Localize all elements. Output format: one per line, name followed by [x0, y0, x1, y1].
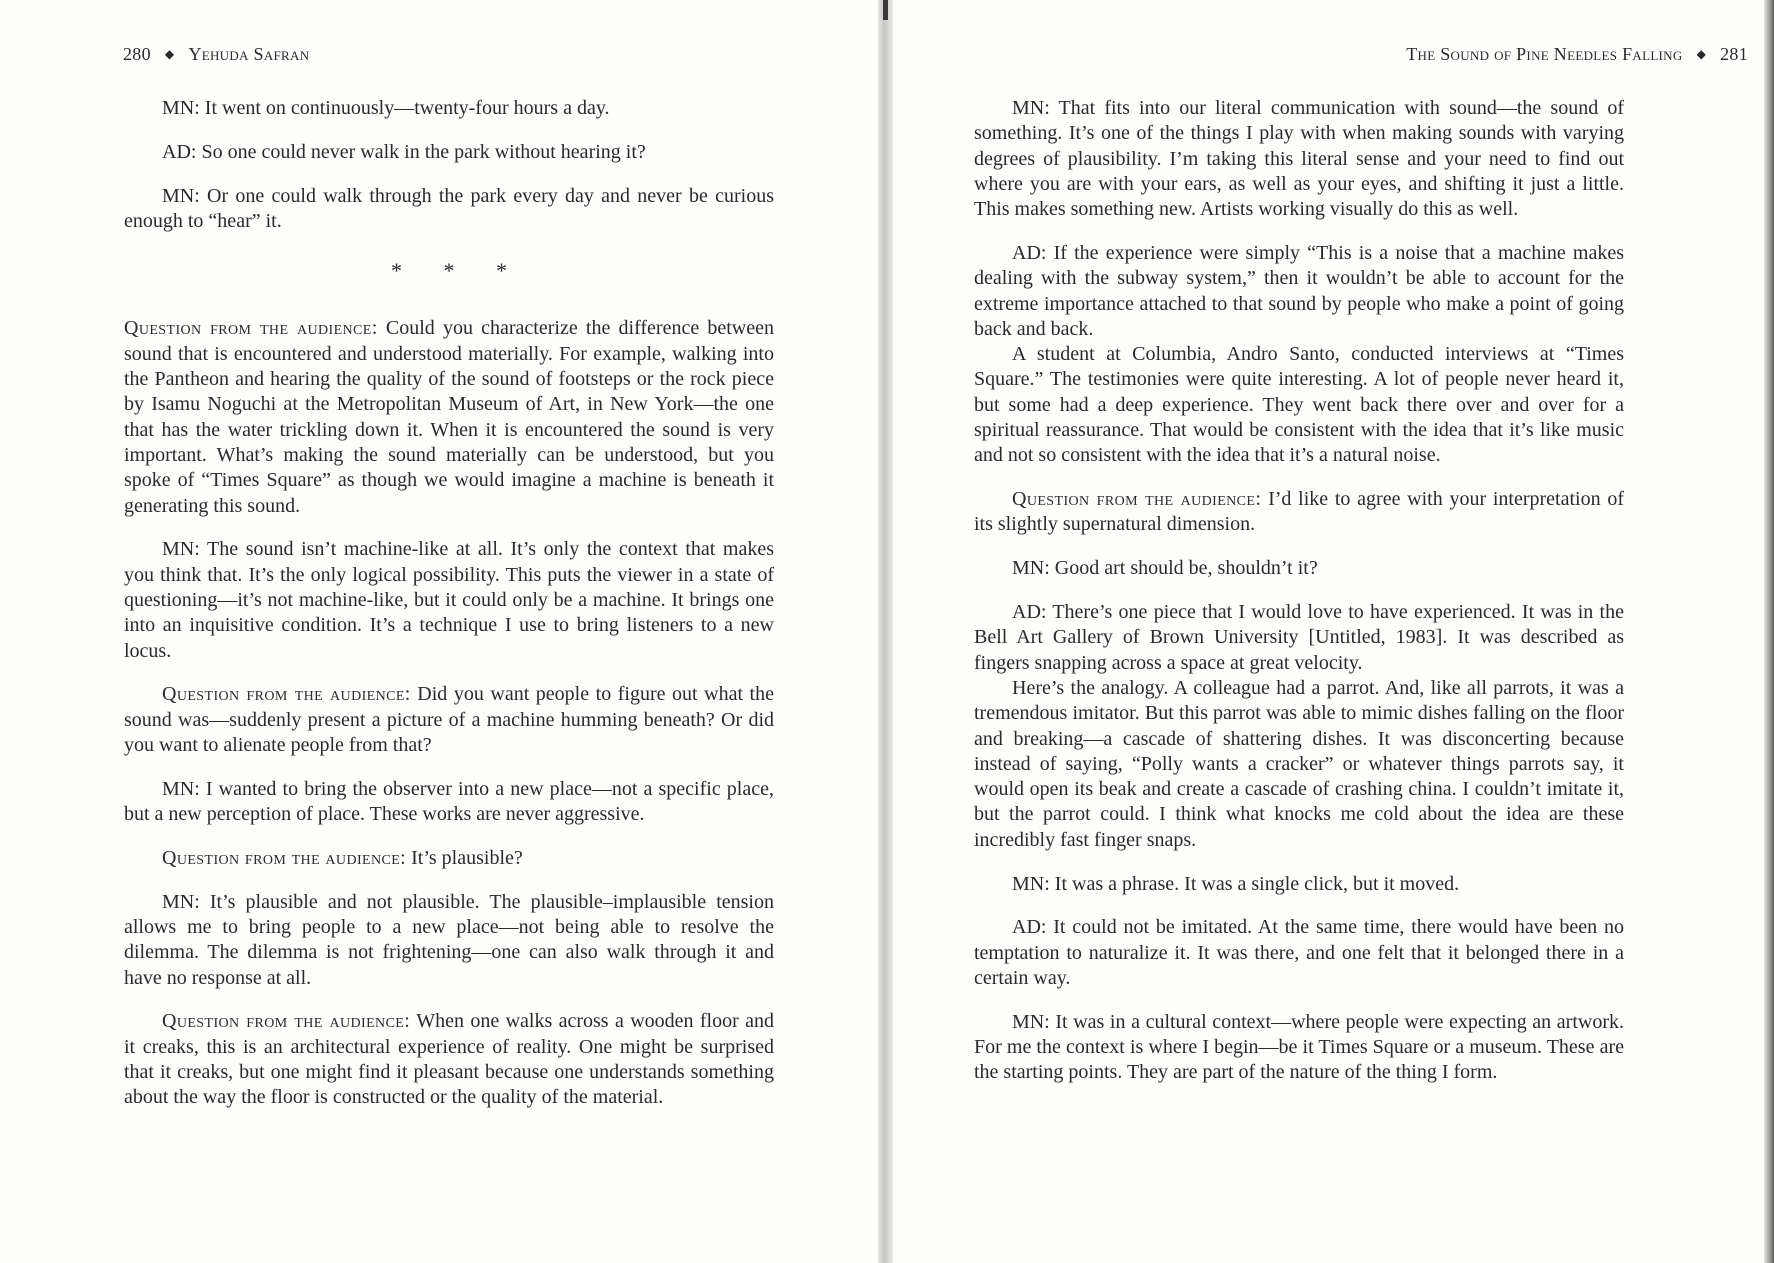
- paragraph: MN: The sound isn’t machine-like at all. It’s only the context that makes you think that. It’s the only logical possibility. This puts the viewer in a state of questioning—it’s not machine-like, but it could only be a machine. It brings one into an inquisitive condition. It’s a technique I use to bring listeners to a new locus.: [124, 538, 774, 662]
- section-separator: * * *: [391, 258, 525, 284]
- paragraph: A student at Columbia, Andro Santo, conducted interviews at “Times Square.” The testimonies were quite interesting. A lot of people never heard it, but some had a deep experience. They went back there over and over for a spiritual reassurance. That would be consistent with the idea that it’s like music and not so consistent with the idea that it’s a natural noise.: [974, 343, 1624, 467]
- paragraph: MN: That fits into our literal communication with sound—the sound of something. It’s one of the things I play with when making sounds with varying degrees of plausibility. I’m taking this literal sense and your need to find out where you are with your ears, as well as your eyes, and shifting it just a little. This makes something new. Artists working visually do this as well.: [974, 97, 1624, 221]
- left-page: [0, 0, 878, 1263]
- left-body-text: [124, 96, 774, 1129]
- question-label: Question from the audience:: [162, 683, 411, 706]
- audience-question: [124, 846, 774, 871]
- paragraph: Here’s the analogy. A colleague had a parrot. And, like all parrots, it was a tremendous imitator. But this parrot was able to mimic dishes falling on the floor and breaking—a cascade of shattering dishes. It was disconcerting because instead of saying, “Polly wants a cracker” or whatever things parrots say, it would open its beak and create a cascade of crashing china. I couldn’t imitate it, but the parrot could. I think what knocks me cold about the idea are these incredibly fast finger snaps.: [974, 676, 1624, 851]
- question-text: Could you characterize the difference between sound that is encountered and understood materially. For example, walking into the Pantheon and hearing the quality of the sound of footsteps or the rock piece by Isamu Noguchi at the Metropolitan Museum of Art, in New York—the one that has the water trickling down it. When it is encountered the sound is very important. What’s making the sound materially can be understood, but you spoke of “Times Square” as though we would imagine a machine is beneath it generating this sound.: [124, 317, 775, 517]
- left-page-number: 280: [123, 44, 151, 64]
- question-label: Question from the audience:: [162, 1010, 411, 1033]
- right-running-head: [1406, 44, 1748, 65]
- audience-question: [974, 487, 1624, 538]
- audience-question: [124, 682, 774, 758]
- paragraph: MN: Good art should be, shouldn’t it?: [1012, 557, 1318, 580]
- right-page-number: 281: [1720, 44, 1748, 64]
- diamond-ornament-icon: ◆: [1696, 47, 1707, 61]
- book-gutter: [878, 0, 893, 1263]
- paragraph: MN: It’s plausible and not plausible. The plausible–implausible tension allows me to bring people to a new place—not being able to resolve the dilemma. The dilemma is not frightening—one can also walk through it and have no response at all.: [124, 890, 774, 989]
- paragraph: AD: So one could never walk in the park without hearing it?: [162, 140, 646, 163]
- question-label: Question from the audience:: [1012, 488, 1262, 511]
- left-running-head: [123, 44, 309, 65]
- paragraph: AD: There’s one piece that I would love to have experienced. It was in the Bell Art Gallery of Brown University [Untitled, 1983]. It was described as fingers snapping across a space at great velocity.: [974, 601, 1624, 674]
- right-body-text: [974, 96, 1624, 1104]
- question-label: Question from the audience:: [124, 317, 378, 340]
- question-text: When one walks across a wooden floor and it creaks, this is an architectural experience of reality. One might be surprised that it creaks, but one might find it pleasant because one understands something about the way the floor is constructed or the quality of the material.: [124, 1010, 774, 1109]
- paragraph: MN: It was a phrase. It was a single click, but it moved.: [1012, 872, 1460, 895]
- paragraph: MN: It was in a cultural context—where people were expecting an artwork. For me the context is where I begin—be it Times Square or a museum. These are the starting points. They are part of the nature of the thing I form.: [974, 1010, 1624, 1084]
- question-text: Did you want people to figure out what the sound was—suddenly present a picture of a machine humming beneath? Or did you want to alienate people from that?: [124, 683, 774, 756]
- left-running-title: Yehuda Safran: [188, 44, 310, 64]
- paragraph: MN: Or one could walk through the park every day and never be curious enough to “hear” it.: [124, 184, 774, 232]
- paragraph: AD: It could not be imitated. At the same time, there would have been no temptation to naturalize it. It was there, and one felt that it belonged there in a certain way.: [974, 916, 1624, 989]
- page-edge-shadow: [1764, 0, 1774, 1263]
- paragraph: AD: If the experience were simply “This is a noise that a machine makes dealing with the subway system,” then it wouldn’t be able to account for the extreme importance attached to that sound by people who make a point of going back and back.: [974, 241, 1624, 340]
- question-text: It’s plausible?: [406, 846, 523, 869]
- audience-question: [124, 1009, 774, 1110]
- question-text: I’d like to agree with your interpretation of its slightly supernatural dimension.: [974, 488, 1624, 536]
- gutter-shadow: [883, 0, 888, 20]
- audience-question: [124, 316, 774, 518]
- paragraph: MN: I wanted to bring the observer into a new place—not a specific place, but a new perception of place. These works are never aggressive.: [124, 777, 774, 826]
- paragraph: MN: It went on continuously—twenty-four hours a day.: [162, 97, 610, 119]
- right-running-title: The Sound of Pine Needles Falling: [1406, 44, 1683, 64]
- diamond-ornament-icon: ◆: [164, 47, 175, 61]
- question-label: Question from the audience:: [162, 846, 407, 869]
